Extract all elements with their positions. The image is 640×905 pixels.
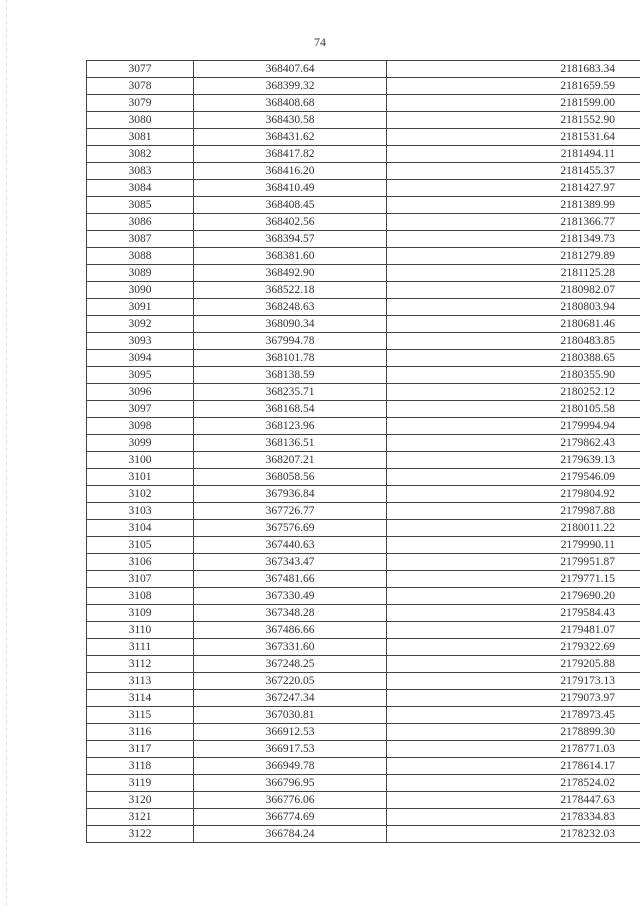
table-row bbox=[87, 486, 640, 503]
x-coordinate-cell: 368492.90 bbox=[194, 265, 387, 282]
y-coordinate-cell: 2180681.46 bbox=[387, 316, 640, 333]
x-coordinate-cell: 368408.68 bbox=[194, 95, 387, 112]
y-coordinate-cell: 2181599.00 bbox=[387, 95, 640, 112]
x-coordinate-cell: 368402.56 bbox=[194, 214, 387, 231]
y-coordinate-cell: 2181366.77 bbox=[387, 214, 640, 231]
coordinate-table bbox=[86, 60, 640, 843]
point-id-cell: 3114 bbox=[87, 690, 194, 707]
y-coordinate-cell: 2178334.83 bbox=[387, 809, 640, 826]
table-row bbox=[87, 367, 640, 384]
x-coordinate-cell: 368522.18 bbox=[194, 282, 387, 299]
y-coordinate-cell: 2179994.94 bbox=[387, 418, 640, 435]
scan-edge-mark bbox=[6, 0, 7, 905]
point-id-cell: 3091 bbox=[87, 299, 194, 316]
table-row bbox=[87, 129, 640, 146]
point-id-cell: 3101 bbox=[87, 469, 194, 486]
point-id-cell: 3105 bbox=[87, 537, 194, 554]
table-row bbox=[87, 707, 640, 724]
table-row bbox=[87, 180, 640, 197]
point-id-cell: 3109 bbox=[87, 605, 194, 622]
y-coordinate-cell: 2181494.11 bbox=[387, 146, 640, 163]
table-row bbox=[87, 639, 640, 656]
x-coordinate-cell: 367030.81 bbox=[194, 707, 387, 724]
point-id-cell: 3090 bbox=[87, 282, 194, 299]
x-coordinate-cell: 367330.49 bbox=[194, 588, 387, 605]
x-coordinate-cell: 366776.06 bbox=[194, 792, 387, 809]
x-coordinate-cell: 368136.51 bbox=[194, 435, 387, 452]
y-coordinate-cell: 2178771.03 bbox=[387, 741, 640, 758]
x-coordinate-cell: 366917.53 bbox=[194, 741, 387, 758]
x-coordinate-cell: 366796.95 bbox=[194, 775, 387, 792]
point-id-cell: 3104 bbox=[87, 520, 194, 537]
y-coordinate-cell: 2179951.87 bbox=[387, 554, 640, 571]
table-row bbox=[87, 656, 640, 673]
point-id-cell: 3096 bbox=[87, 384, 194, 401]
x-coordinate-cell: 368399.32 bbox=[194, 78, 387, 95]
table-row bbox=[87, 384, 640, 401]
point-id-cell: 3107 bbox=[87, 571, 194, 588]
x-coordinate-cell: 366784.24 bbox=[194, 826, 387, 843]
x-coordinate-cell: 367248.25 bbox=[194, 656, 387, 673]
point-id-cell: 3082 bbox=[87, 146, 194, 163]
x-coordinate-cell: 367331.60 bbox=[194, 639, 387, 656]
point-id-cell: 3106 bbox=[87, 554, 194, 571]
y-coordinate-cell: 2179639.13 bbox=[387, 452, 640, 469]
table-row bbox=[87, 197, 640, 214]
x-coordinate-cell: 366912.53 bbox=[194, 724, 387, 741]
point-id-cell: 3119 bbox=[87, 775, 194, 792]
y-coordinate-cell: 2180982.07 bbox=[387, 282, 640, 299]
y-coordinate-cell: 2179690.20 bbox=[387, 588, 640, 605]
point-id-cell: 3079 bbox=[87, 95, 194, 112]
point-id-cell: 3103 bbox=[87, 503, 194, 520]
table-row bbox=[87, 792, 640, 809]
point-id-cell: 3078 bbox=[87, 78, 194, 95]
point-id-cell: 3084 bbox=[87, 180, 194, 197]
point-id-cell: 3087 bbox=[87, 231, 194, 248]
point-id-cell: 3102 bbox=[87, 486, 194, 503]
x-coordinate-cell: 367348.28 bbox=[194, 605, 387, 622]
y-coordinate-cell: 2181531.64 bbox=[387, 129, 640, 146]
y-coordinate-cell: 2179481.07 bbox=[387, 622, 640, 639]
table-row bbox=[87, 418, 640, 435]
x-coordinate-cell: 367220.05 bbox=[194, 673, 387, 690]
point-id-cell: 3093 bbox=[87, 333, 194, 350]
point-id-cell: 3115 bbox=[87, 707, 194, 724]
table-row bbox=[87, 520, 640, 537]
point-id-cell: 3088 bbox=[87, 248, 194, 265]
table-row bbox=[87, 503, 640, 520]
table-row bbox=[87, 146, 640, 163]
y-coordinate-cell: 2179862.43 bbox=[387, 435, 640, 452]
x-coordinate-cell: 368431.62 bbox=[194, 129, 387, 146]
x-coordinate-cell: 366774.69 bbox=[194, 809, 387, 826]
y-coordinate-cell: 2178973.45 bbox=[387, 707, 640, 724]
y-coordinate-cell: 2180388.65 bbox=[387, 350, 640, 367]
y-coordinate-cell: 2179073.97 bbox=[387, 690, 640, 707]
x-coordinate-cell: 367481.66 bbox=[194, 571, 387, 588]
x-coordinate-cell: 368408.45 bbox=[194, 197, 387, 214]
x-coordinate-cell: 368407.64 bbox=[194, 61, 387, 78]
x-coordinate-cell: 368101.78 bbox=[194, 350, 387, 367]
y-coordinate-cell: 2181552.90 bbox=[387, 112, 640, 129]
point-id-cell: 3081 bbox=[87, 129, 194, 146]
y-coordinate-cell: 2181125.28 bbox=[387, 265, 640, 282]
point-id-cell: 3110 bbox=[87, 622, 194, 639]
table-row bbox=[87, 95, 640, 112]
table-row bbox=[87, 605, 640, 622]
x-coordinate-cell: 368058.56 bbox=[194, 469, 387, 486]
x-coordinate-cell: 367440.63 bbox=[194, 537, 387, 554]
x-coordinate-cell: 368410.49 bbox=[194, 180, 387, 197]
x-coordinate-cell: 367726.77 bbox=[194, 503, 387, 520]
table-row bbox=[87, 299, 640, 316]
table-row bbox=[87, 214, 640, 231]
y-coordinate-cell: 2179987.88 bbox=[387, 503, 640, 520]
point-id-cell: 3113 bbox=[87, 673, 194, 690]
table-row bbox=[87, 248, 640, 265]
point-id-cell: 3095 bbox=[87, 367, 194, 384]
y-coordinate-cell: 2179804.92 bbox=[387, 486, 640, 503]
table-row bbox=[87, 282, 640, 299]
table-row bbox=[87, 78, 640, 95]
y-coordinate-cell: 2180011.22 bbox=[387, 520, 640, 537]
y-coordinate-cell: 2178524.02 bbox=[387, 775, 640, 792]
table-row bbox=[87, 571, 640, 588]
y-coordinate-cell: 2179771.15 bbox=[387, 571, 640, 588]
table-row bbox=[87, 775, 640, 792]
x-coordinate-cell: 368394.57 bbox=[194, 231, 387, 248]
table-row bbox=[87, 401, 640, 418]
x-coordinate-cell: 368416.20 bbox=[194, 163, 387, 180]
x-coordinate-cell: 366949.78 bbox=[194, 758, 387, 775]
y-coordinate-cell: 2178899.30 bbox=[387, 724, 640, 741]
point-id-cell: 3089 bbox=[87, 265, 194, 282]
coordinate-table-body bbox=[87, 61, 640, 843]
table-row bbox=[87, 554, 640, 571]
point-id-cell: 3112 bbox=[87, 656, 194, 673]
x-coordinate-cell: 367486.66 bbox=[194, 622, 387, 639]
table-row bbox=[87, 622, 640, 639]
point-id-cell: 3111 bbox=[87, 639, 194, 656]
table-row bbox=[87, 112, 640, 129]
x-coordinate-cell: 368168.54 bbox=[194, 401, 387, 418]
y-coordinate-cell: 2180803.94 bbox=[387, 299, 640, 316]
x-coordinate-cell: 368207.21 bbox=[194, 452, 387, 469]
point-id-cell: 3092 bbox=[87, 316, 194, 333]
y-coordinate-cell: 2180355.90 bbox=[387, 367, 640, 384]
x-coordinate-cell: 367343.47 bbox=[194, 554, 387, 571]
point-id-cell: 3085 bbox=[87, 197, 194, 214]
table-row bbox=[87, 537, 640, 554]
y-coordinate-cell: 2181683.34 bbox=[387, 61, 640, 78]
point-id-cell: 3098 bbox=[87, 418, 194, 435]
point-id-cell: 3122 bbox=[87, 826, 194, 843]
point-id-cell: 3077 bbox=[87, 61, 194, 78]
point-id-cell: 3118 bbox=[87, 758, 194, 775]
table-row bbox=[87, 741, 640, 758]
table-row bbox=[87, 724, 640, 741]
y-coordinate-cell: 2180483.85 bbox=[387, 333, 640, 350]
x-coordinate-cell: 368430.58 bbox=[194, 112, 387, 129]
x-coordinate-cell: 368248.63 bbox=[194, 299, 387, 316]
x-coordinate-cell: 368381.60 bbox=[194, 248, 387, 265]
point-id-cell: 3108 bbox=[87, 588, 194, 605]
table-row bbox=[87, 61, 640, 78]
x-coordinate-cell: 368235.71 bbox=[194, 384, 387, 401]
x-coordinate-cell: 368090.34 bbox=[194, 316, 387, 333]
x-coordinate-cell: 367576.69 bbox=[194, 520, 387, 537]
table-row bbox=[87, 809, 640, 826]
y-coordinate-cell: 2179322.69 bbox=[387, 639, 640, 656]
x-coordinate-cell: 367936.84 bbox=[194, 486, 387, 503]
table-row bbox=[87, 673, 640, 690]
table-row bbox=[87, 758, 640, 775]
point-id-cell: 3097 bbox=[87, 401, 194, 418]
point-id-cell: 3099 bbox=[87, 435, 194, 452]
x-coordinate-cell: 367994.78 bbox=[194, 333, 387, 350]
table-row bbox=[87, 350, 640, 367]
x-coordinate-cell: 368417.82 bbox=[194, 146, 387, 163]
table-row bbox=[87, 826, 640, 843]
y-coordinate-cell: 2181279.89 bbox=[387, 248, 640, 265]
table-row bbox=[87, 452, 640, 469]
y-coordinate-cell: 2181659.59 bbox=[387, 78, 640, 95]
y-coordinate-cell: 2178447.63 bbox=[387, 792, 640, 809]
y-coordinate-cell: 2181427.97 bbox=[387, 180, 640, 197]
point-id-cell: 3117 bbox=[87, 741, 194, 758]
x-coordinate-cell: 368138.59 bbox=[194, 367, 387, 384]
y-coordinate-cell: 2179205.88 bbox=[387, 656, 640, 673]
table-row bbox=[87, 265, 640, 282]
table-row bbox=[87, 690, 640, 707]
y-coordinate-cell: 2180252.12 bbox=[387, 384, 640, 401]
y-coordinate-cell: 2178232.03 bbox=[387, 826, 640, 843]
point-id-cell: 3080 bbox=[87, 112, 194, 129]
point-id-cell: 3086 bbox=[87, 214, 194, 231]
y-coordinate-cell: 2181349.73 bbox=[387, 231, 640, 248]
y-coordinate-cell: 2180105.58 bbox=[387, 401, 640, 418]
table-row bbox=[87, 163, 640, 180]
point-id-cell: 3100 bbox=[87, 452, 194, 469]
y-coordinate-cell: 2181389.99 bbox=[387, 197, 640, 214]
y-coordinate-cell: 2179584.43 bbox=[387, 605, 640, 622]
y-coordinate-cell: 2181455.37 bbox=[387, 163, 640, 180]
table-row bbox=[87, 588, 640, 605]
table-row bbox=[87, 333, 640, 350]
point-id-cell: 3083 bbox=[87, 163, 194, 180]
point-id-cell: 3116 bbox=[87, 724, 194, 741]
table-row bbox=[87, 469, 640, 486]
point-id-cell: 3120 bbox=[87, 792, 194, 809]
point-id-cell: 3094 bbox=[87, 350, 194, 367]
y-coordinate-cell: 2178614.17 bbox=[387, 758, 640, 775]
table-row bbox=[87, 316, 640, 333]
page-number: 74 bbox=[314, 35, 326, 49]
x-coordinate-cell: 367247.34 bbox=[194, 690, 387, 707]
table-row bbox=[87, 231, 640, 248]
table-row bbox=[87, 435, 640, 452]
y-coordinate-cell: 2179546.09 bbox=[387, 469, 640, 486]
point-id-cell: 3121 bbox=[87, 809, 194, 826]
x-coordinate-cell: 368123.96 bbox=[194, 418, 387, 435]
y-coordinate-cell: 2179990.11 bbox=[387, 537, 640, 554]
y-coordinate-cell: 2179173.13 bbox=[387, 673, 640, 690]
